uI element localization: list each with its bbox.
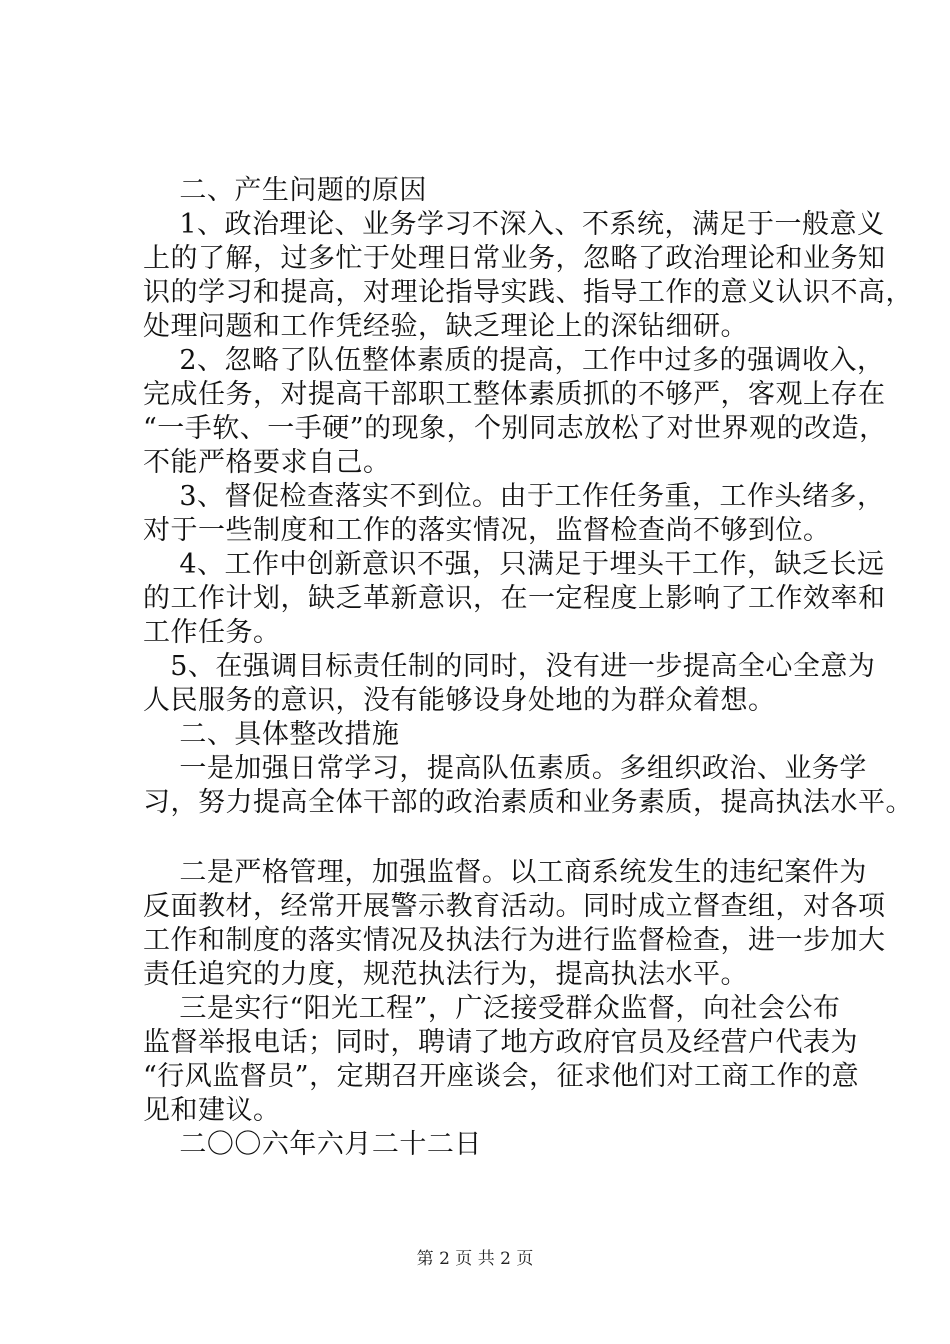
paragraph-line: 三是实行“阳光工程”，广泛接受群众监督，向社会公布 [143, 993, 841, 1024]
paragraph-line: 监督举报电话；同时，聘请了地方政府官员及经营户代表为 [143, 1027, 858, 1058]
paragraph-line: 3、督促检查落实不到位。由于工作任务重，工作头绪多， [143, 481, 885, 512]
paragraph-line: 完成任务，对提高干部职工整体素质抓的不够严，客观上存在 [143, 379, 886, 410]
paragraph-line: 1、政治理论、业务学习不深入、不系统，满足于一般意义 [143, 209, 885, 240]
section-heading-causes: 二、产生问题的原因 [143, 175, 427, 206]
paragraph-line: 一是加强日常学习，提高队伍素质。多组织政治、业务学 [143, 753, 867, 784]
paragraph-line: 见和建议。 [143, 1095, 281, 1126]
paragraph-line: 人民服务的意识，没有能够设身处地的为群众着想。 [143, 685, 776, 716]
paragraph-line: “行风监督员”，定期召开座谈会，征求他们对工商工作的意 [143, 1061, 860, 1092]
paragraph-line: 二是严格管理，加强监督。以工商系统发生的违纪案件为 [143, 857, 867, 888]
paragraph-line: 的工作计划，缺乏革新意识，在一定程度上影响了工作效率和 [143, 583, 886, 614]
paragraph-line: “一手软、一手硬”的现象，个别同志放松了对世界观的改造， [143, 413, 887, 444]
paragraph-line: 5、在强调目标责任制的同时，没有进一步提高全心全意为 [143, 651, 876, 682]
paragraph-line: 2、忽略了队伍整体素质的提高，工作中过多的强调收入， [143, 345, 885, 376]
paragraph-line: 工作和制度的落实情况及执法行为进行监督检查，进一步加大 [143, 925, 886, 956]
document-date: 二〇〇六年六月二十二日 [143, 1129, 482, 1160]
paragraph-line: 上的了解，过多忙于处理日常业务，忽略了政治理论和业务知 [143, 243, 886, 274]
paragraph-line: 处理问题和工作凭经验，缺乏理论上的深钻细研。 [143, 311, 748, 342]
paragraph-line: 不能严格要求自己。 [143, 447, 391, 478]
paragraph-line: 识的学习和提高，对理论指导实践、指导工作的意义认识不高， [143, 277, 913, 308]
paragraph-line: 对于一些制度和工作的落实情况，监督检查尚不够到位。 [143, 515, 831, 546]
paragraph-line: 反面教材，经常开展警示教育活动。同时成立督查组，对各项 [143, 891, 886, 922]
section-heading-measures: 二、具体整改措施 [143, 719, 400, 750]
page-number-footer: 第 2 页 共 2 页 [416, 1249, 534, 1269]
paragraph-line: 4、工作中创新意识不强，只满足于埋头干工作，缺乏长远 [143, 549, 885, 580]
paragraph-line: 工作任务。 [143, 617, 281, 648]
paragraph-line: 习，努力提高全体干部的政治素质和业务素质，提高执法水平。 [143, 787, 913, 818]
paragraph-line: 责任追究的力度，规范执法行为，提高执法水平。 [143, 959, 748, 990]
